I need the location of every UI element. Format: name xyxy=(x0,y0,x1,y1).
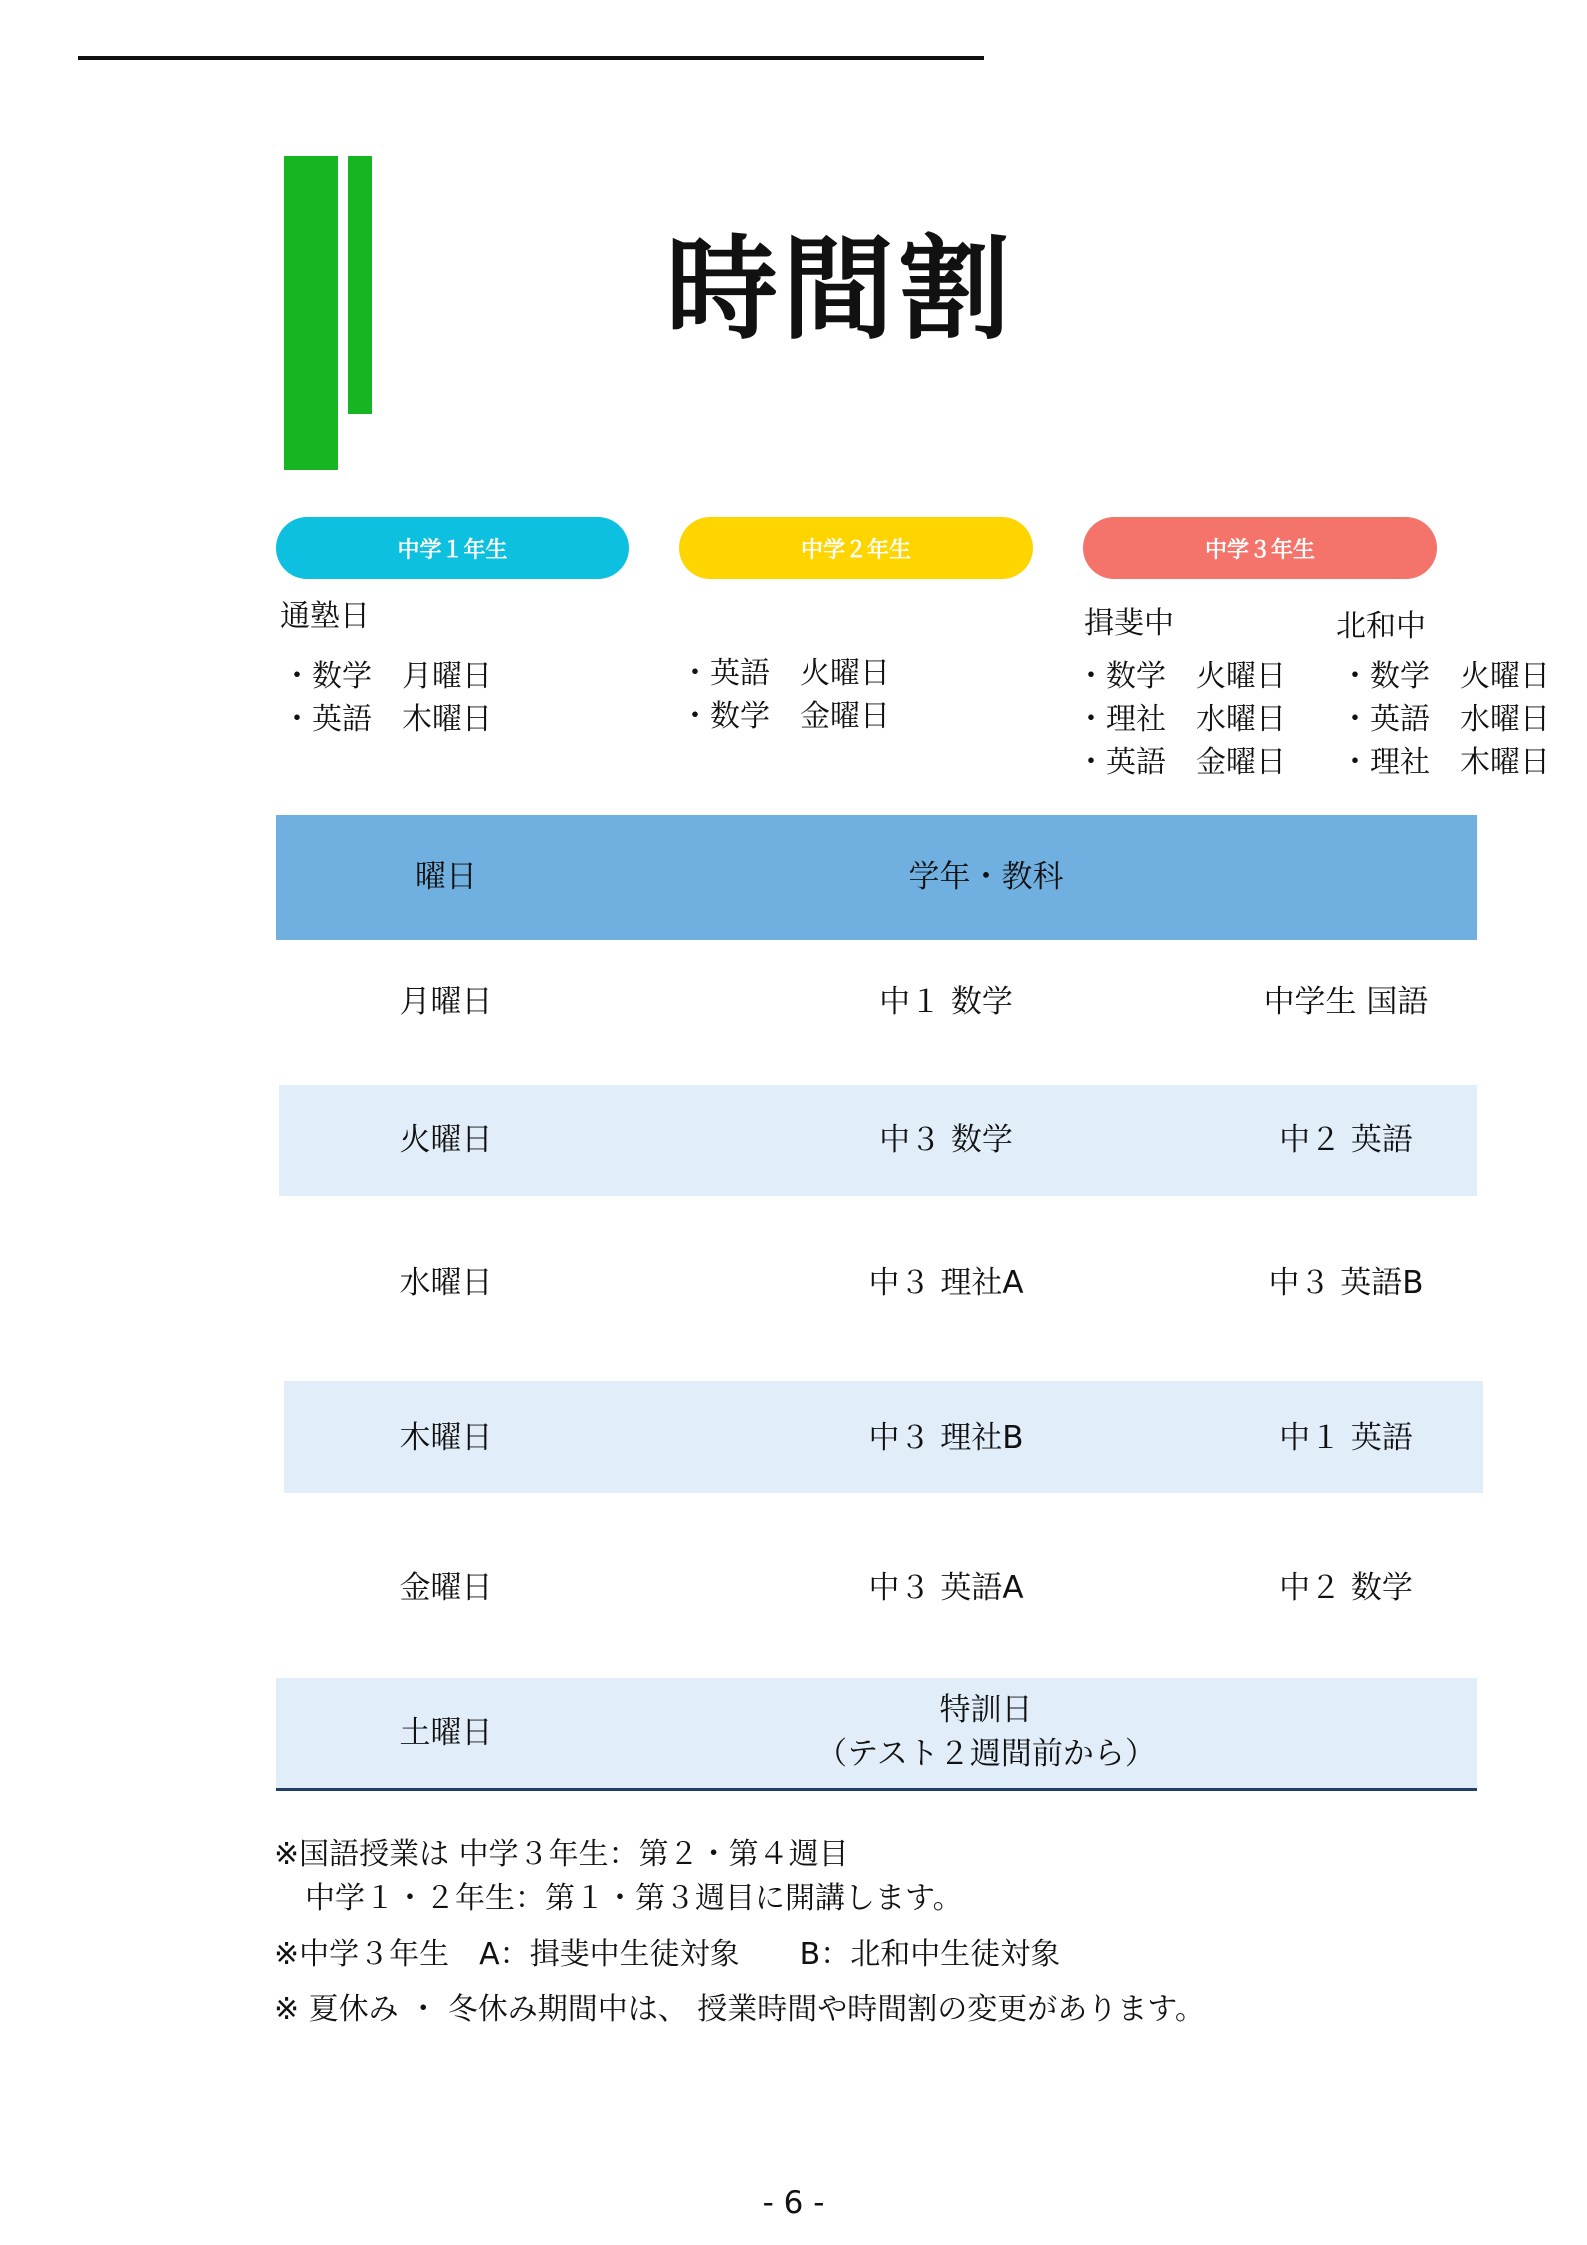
row-subject-1: 中３ 理社B xyxy=(868,1420,1024,1456)
row-day: 木曜日 xyxy=(399,1420,493,1456)
grade3-badge xyxy=(1083,517,1437,579)
grade3-school-b-item: ・理社 木曜日 xyxy=(1340,745,1550,780)
row-day: 土曜日 xyxy=(399,1715,493,1751)
row-day: 火曜日 xyxy=(399,1122,493,1158)
footnote: ※ 夏休み ・ 冬休み期間中は、 授業時間や時間割の変更があります。 xyxy=(274,1992,1205,2027)
row-subject-1: 中１ 数学 xyxy=(879,984,1013,1020)
saturday-note: （テスト２週間前から） xyxy=(816,1736,1156,1772)
row-day: 金曜日 xyxy=(399,1570,493,1606)
saturday-title: 特訓日 xyxy=(939,1692,1033,1728)
grade3-school-a-item: ・理社 水曜日 xyxy=(1076,702,1286,737)
row-subject-1: 中３ 数学 xyxy=(879,1122,1013,1158)
grade3-school-b-name: 北和中 xyxy=(1336,609,1426,644)
header-subjects: 学年・教科 xyxy=(908,859,1064,895)
grade3-school-a-name: 揖斐中 xyxy=(1084,606,1174,641)
row-subject-2: 中２ 英語 xyxy=(1279,1122,1413,1158)
table-row xyxy=(276,1263,1477,1307)
row-subject-1: 中３ 理社A xyxy=(868,1265,1024,1301)
row-subject-2: 中１ 英語 xyxy=(1279,1420,1413,1456)
row-subject-2: 中学生 国語 xyxy=(1263,984,1429,1020)
footnote: ※中学３年生 A：揖斐中生徒対象 B：北和中生徒対象 xyxy=(274,1937,1061,1972)
grade2-item: ・英語 火曜日 xyxy=(680,656,890,691)
grade3-school-a-item: ・数学 火曜日 xyxy=(1076,659,1286,694)
grade1-badge-label: 中学１年生 xyxy=(397,537,508,563)
table-row xyxy=(276,1568,1477,1612)
grade3-school-a-item: ・英語 金曜日 xyxy=(1076,745,1286,780)
grade3-badge-label: 中学３年生 xyxy=(1204,537,1315,563)
schedule-header xyxy=(276,815,1477,940)
row-day: 月曜日 xyxy=(399,984,493,1020)
footnote: 中学１・２年生：第１・第３週目に開講します。 xyxy=(305,1881,963,1916)
table-row-saturday xyxy=(276,1678,1477,1788)
table-row xyxy=(276,1418,1477,1462)
grade1-badge xyxy=(276,517,629,579)
grade2-item: ・数学 金曜日 xyxy=(680,699,890,734)
top-rule xyxy=(78,56,984,60)
green-accent-bar-thin xyxy=(348,156,372,414)
grade3-school-b-item: ・数学 火曜日 xyxy=(1340,659,1550,694)
grade2-badge-label: 中学２年生 xyxy=(800,537,911,563)
grade1-item: ・英語 木曜日 xyxy=(282,702,492,737)
grade1-item: ・数学 月曜日 xyxy=(282,659,492,694)
row-subject-2: 中３ 英語B xyxy=(1268,1265,1424,1301)
row-day: 水曜日 xyxy=(399,1265,493,1301)
grade1-heading: 通塾日 xyxy=(280,599,370,634)
table-row xyxy=(276,1120,1477,1164)
table-row xyxy=(276,982,1477,1026)
footnote: ※国語授業は 中学３年生：第２・第４週目 xyxy=(274,1837,849,1872)
page-number: - 6 - xyxy=(762,2185,825,2221)
row-subject-1: 中３ 英語A xyxy=(868,1570,1024,1606)
header-day: 曜日 xyxy=(415,859,477,895)
green-accent-bar xyxy=(284,156,338,470)
grade2-badge xyxy=(679,517,1033,579)
row-subject-2: 中２ 数学 xyxy=(1279,1570,1413,1606)
page-title: 時間割 xyxy=(666,224,1014,355)
grade3-school-b-item: ・英語 水曜日 xyxy=(1340,702,1550,737)
